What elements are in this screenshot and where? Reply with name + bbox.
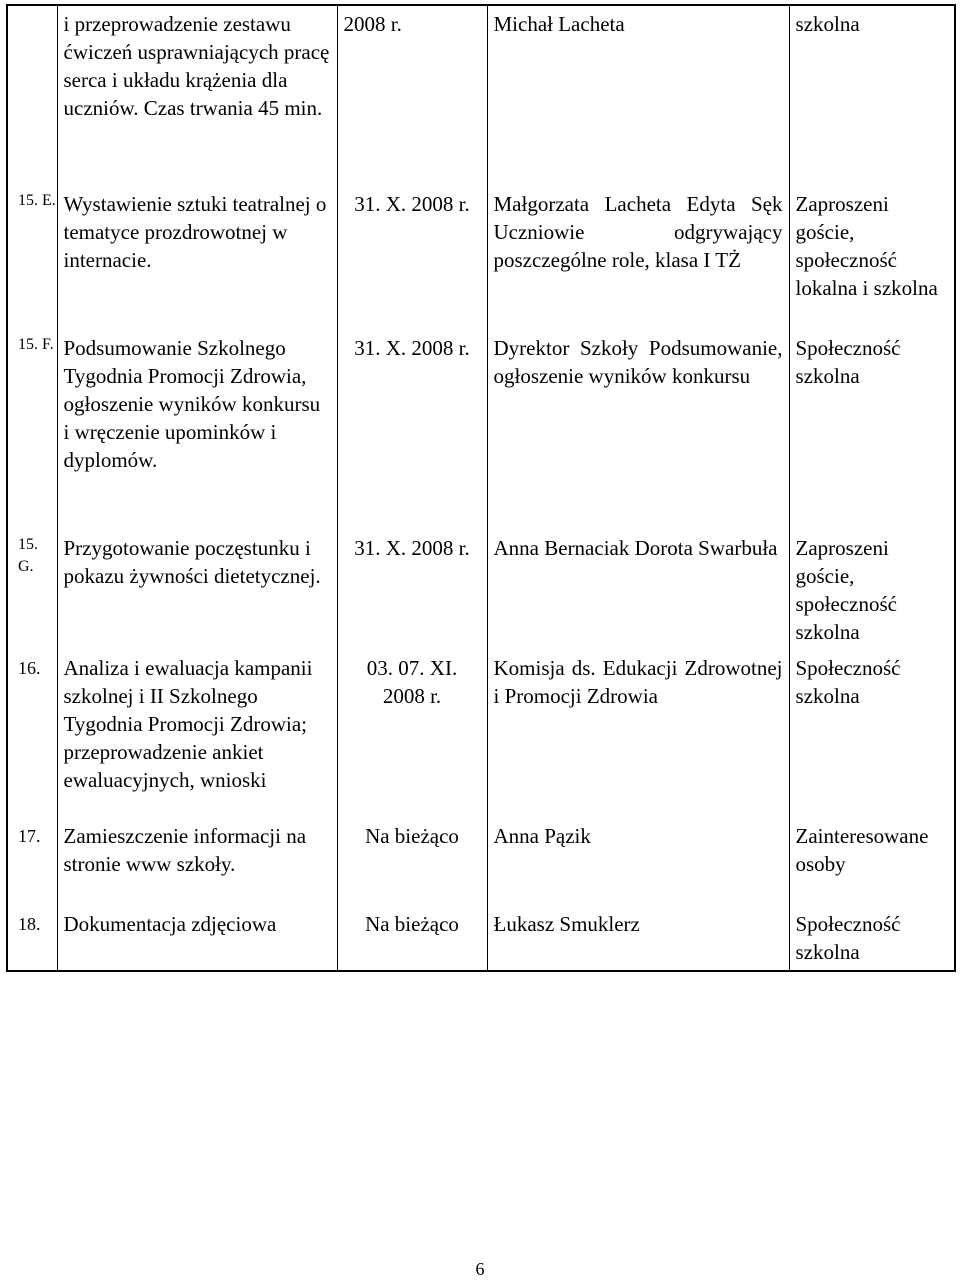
audience-cell: Społeczność szkolna [789, 330, 955, 530]
date-cell: 31. X. 2008 r. [337, 330, 487, 530]
row-number: 15. F. [7, 330, 57, 530]
responsible-cell: Komisja ds. Edukacji Zdrowotnej i Promocji Zdrowia [487, 650, 789, 818]
row-number: 15. E. [7, 186, 57, 330]
task-cell: Wystawienie sztuki teatralnej o tematyce prozdrowotnej w internacie. [57, 186, 337, 330]
task-cell: Analiza i ewaluacja kampanii szkolnej i II Szkolnego Tygodnia Promocji Zdrowia; przeprowadzenie ankiet ewaluacyjnych, wnioski [57, 650, 337, 818]
row-number: 18. [7, 906, 57, 971]
date-cell: Na bieżąco [337, 906, 487, 971]
responsible-cell: Dyrektor Szkoły Podsumowanie, ogłoszenie wyników konkursu [487, 330, 789, 530]
audience-cell: Społeczność szkolna [789, 650, 955, 818]
audience-cell: Społeczność szkolna [789, 906, 955, 971]
schedule-table [6, 4, 956, 972]
date-cell: Na bieżąco [337, 818, 487, 906]
task-cell: Zamieszczenie informacji na stronie www szkoły. [57, 818, 337, 906]
row-number: 15. G. [7, 530, 57, 650]
table-row [7, 818, 955, 906]
table-row [7, 186, 955, 330]
date-cell: 2008 r. [337, 5, 487, 186]
date-cell: 31. X. 2008 r. [337, 530, 487, 650]
date-cell: 31. X. 2008 r. [337, 186, 487, 330]
task-cell: Przygotowanie poczęstunku i pokazu żywności dietetycznej. [57, 530, 337, 650]
task-cell: i przeprowadzenie zestawu ćwiczeń usprawniających pracę serca i układu krążenia dla uczniów. Czas trwania 45 min. [57, 5, 337, 186]
table-row [7, 906, 955, 971]
responsible-cell: Anna Pązik [487, 818, 789, 906]
responsible-cell: Michał Lacheta [487, 5, 789, 186]
responsible-cell: Małgorzata Lacheta Edyta Sęk Uczniowie odgrywający poszczególne role, klasa I TŻ [487, 186, 789, 330]
table-row [7, 5, 955, 186]
table-row [7, 330, 955, 530]
audience-cell: szkolna [789, 5, 955, 186]
audience-cell: Zaproszeni goście, społeczność szkolna [789, 530, 955, 650]
task-cell: Dokumentacja zdjęciowa [57, 906, 337, 971]
responsible-cell: Łukasz Smuklerz [487, 906, 789, 971]
row-number [7, 5, 57, 186]
row-number: 17. [7, 818, 57, 906]
table-row [7, 530, 955, 650]
audience-cell: Zainteresowane osoby [789, 818, 955, 906]
audience-cell: Zaproszeni goście, społeczność lokalna i szkolna [789, 186, 955, 330]
row-number: 16. [7, 650, 57, 818]
date-cell: 03. 07. XI. 2008 r. [337, 650, 487, 818]
table-row [7, 650, 955, 818]
responsible-cell: Anna Bernaciak Dorota Swarbuła [487, 530, 789, 650]
task-cell: Podsumowanie Szkolnego Tygodnia Promocji Zdrowia, ogłoszenie wyników konkursu i wręczenie upominków i dyplomów. [57, 330, 337, 530]
page-number: 6 [475, 1259, 485, 1279]
